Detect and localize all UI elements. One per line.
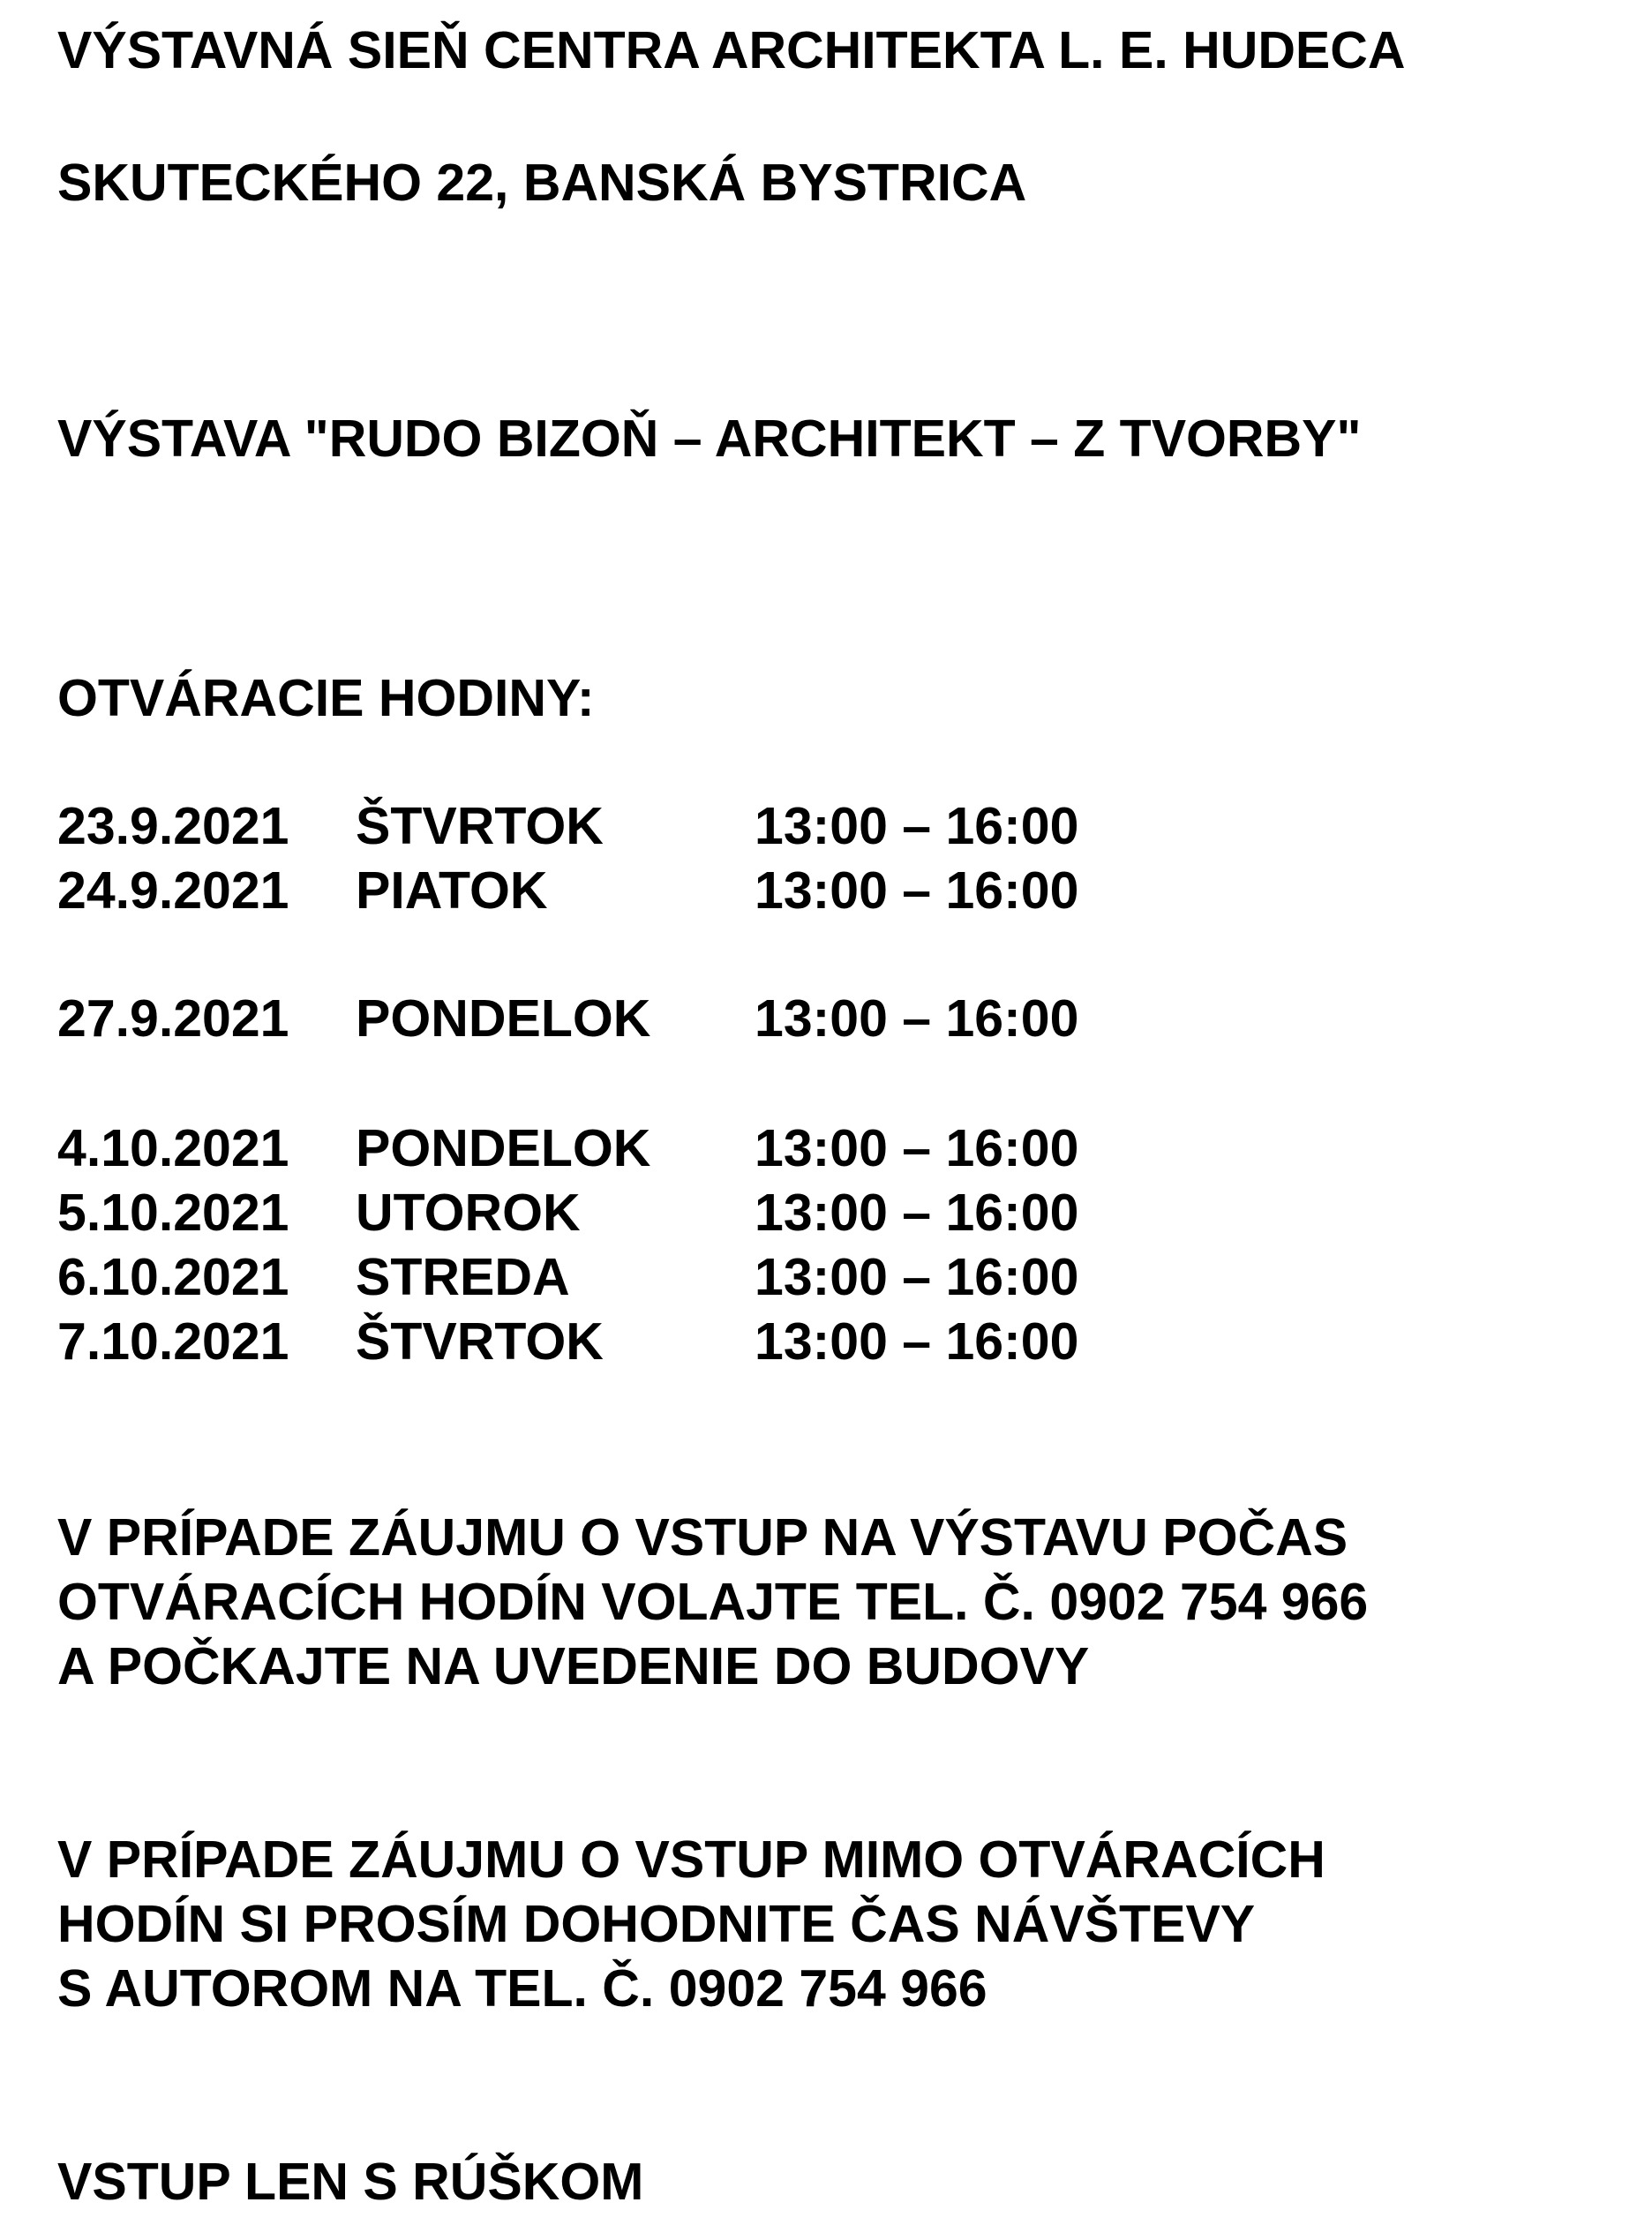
hours-date: 5.10.2021 xyxy=(57,1184,289,1242)
hours-date: 4.10.2021 xyxy=(57,1119,289,1177)
exhibition-title: VÝSTAVA "RUDO BIZOŇ – ARCHITEKT – Z TVORBY" xyxy=(57,410,1362,468)
notice-line: V PRÍPADE ZÁUJMU O VSTUP MIMO OTVÁRACÍCH xyxy=(57,1830,1325,1889)
notice-line: OTVÁRACÍCH HODÍN VOLAJTE TEL. Č. 0902 754 966 xyxy=(57,1573,1369,1631)
hours-time: 13:00 – 16:00 xyxy=(755,989,1079,1048)
venue-title: VÝSTAVNÁ SIEŇ CENTRA ARCHITEKTA L. E. HUDECA xyxy=(57,21,1406,79)
hours-time: 13:00 – 16:00 xyxy=(755,1312,1079,1371)
opening-hours-heading: OTVÁRACIE HODINY: xyxy=(57,669,595,727)
notice-line: V PRÍPADE ZÁUJMU O VSTUP NA VÝSTAVU POČAS xyxy=(57,1508,1348,1567)
hours-date: 6.10.2021 xyxy=(57,1248,289,1306)
hours-date: 7.10.2021 xyxy=(57,1312,289,1371)
hours-time: 13:00 – 16:00 xyxy=(755,1184,1079,1242)
hours-time: 13:00 – 16:00 xyxy=(755,861,1079,920)
mask-notice: VSTUP LEN S RÚŠKOM xyxy=(57,2153,644,2211)
hours-day: PONDELOK xyxy=(356,1119,651,1177)
hours-date: 27.9.2021 xyxy=(57,989,289,1048)
hours-day: UTOROK xyxy=(356,1184,581,1242)
hours-time: 13:00 – 16:00 xyxy=(755,797,1079,855)
hours-day: PIATOK xyxy=(356,861,548,920)
hours-date: 24.9.2021 xyxy=(57,861,289,920)
notice-line: HODÍN SI PROSÍM DOHODNITE ČAS NÁVŠTEVY xyxy=(57,1895,1256,1953)
venue-address: SKUTECKÉHO 22, BANSKÁ BYSTRICA xyxy=(57,154,1027,212)
hours-date: 23.9.2021 xyxy=(57,797,289,855)
hours-day: PONDELOK xyxy=(356,989,651,1048)
hours-day: ŠTVRTOK xyxy=(356,1312,604,1371)
hours-day: STREDA xyxy=(356,1248,570,1306)
hours-day: ŠTVRTOK xyxy=(356,797,604,855)
hours-time: 13:00 – 16:00 xyxy=(755,1248,1079,1306)
notice-line: A POČKAJTE NA UVEDENIE DO BUDOVY xyxy=(57,1637,1090,1695)
notice-line: S AUTOROM NA TEL. Č. 0902 754 966 xyxy=(57,1959,987,2018)
hours-time: 13:00 – 16:00 xyxy=(755,1119,1079,1177)
